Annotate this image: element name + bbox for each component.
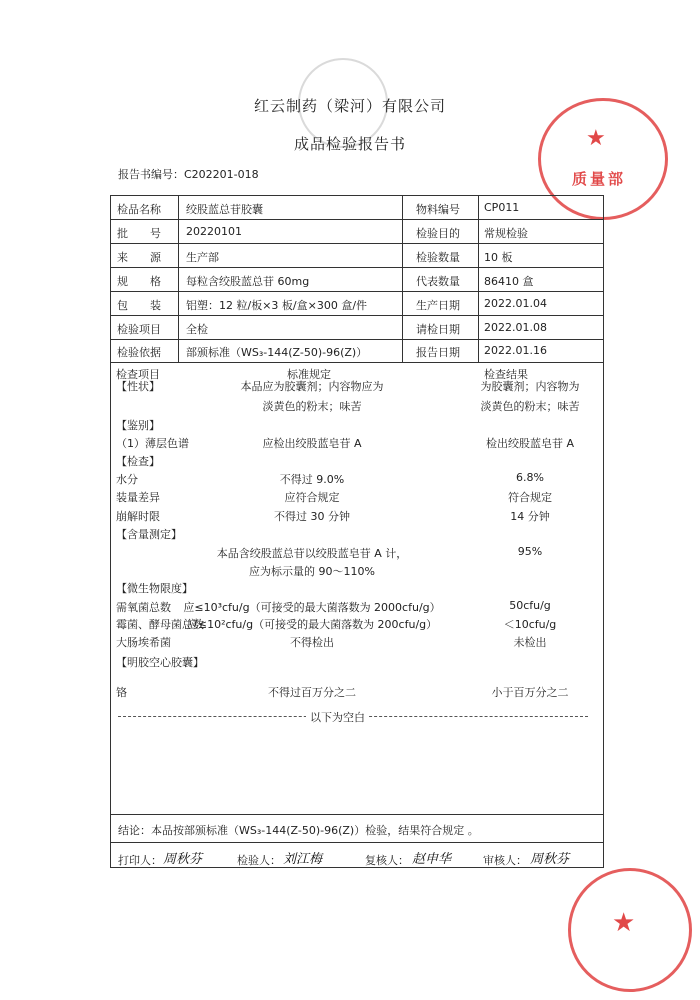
result-standard: 应≤10²cfu/g（可接受的最大菌落数为 200cfu/g） bbox=[186, 618, 438, 631]
result-value: 6.8% bbox=[516, 471, 544, 484]
info-label: 物料编号 bbox=[416, 203, 460, 216]
info-value: 铝塑：12 粒/板×3 板/盒×300 盒/件 bbox=[186, 299, 368, 312]
result-value: 淡黄色的粉末；味苦 bbox=[480, 400, 580, 413]
page-title: 成品检验报告书 bbox=[293, 135, 406, 153]
result-standard: 应检出绞股蓝皂苷 A bbox=[262, 437, 362, 450]
result-item: （1）薄层色谱 bbox=[116, 437, 189, 450]
result-value: 小于百万分之二 bbox=[491, 686, 569, 699]
result-item: 【明胶空心胶囊】 bbox=[116, 656, 204, 669]
quality-dept-stamp: ★ 质量部 bbox=[538, 98, 668, 218]
info-value: 生产部 bbox=[186, 251, 219, 264]
info-label: 生产日期 bbox=[416, 299, 460, 312]
col-header-result: 检查结果 bbox=[484, 368, 528, 381]
conclusion-text: 结论：本品按部颁标准（WS₃-144(Z-50)-96(Z)）检验，结果符合规定 。 bbox=[118, 824, 479, 837]
info-value: 常规检验 bbox=[484, 227, 528, 240]
result-item: 水分 bbox=[116, 473, 138, 486]
result-item: 【性状】 bbox=[116, 380, 160, 393]
result-value: 符合规定 bbox=[508, 491, 552, 504]
printer-label: 打印人： bbox=[118, 854, 162, 867]
info-value: 绞股蓝总苷胶囊 bbox=[186, 203, 263, 216]
inspector-label: 检验人： bbox=[237, 854, 281, 867]
result-value: ＜10cfu/g bbox=[503, 618, 557, 631]
reviewer-label: 复核人： bbox=[365, 854, 409, 867]
info-label: 检验项目 bbox=[117, 323, 161, 336]
info-value: 86410 盒 bbox=[484, 275, 534, 288]
result-standard: 应≤10³cfu/g（可接受的最大菌落数为 2000cfu/g） bbox=[183, 601, 441, 614]
info-value: 2022.01.16 bbox=[484, 344, 547, 357]
result-item: 【鉴别】 bbox=[116, 419, 160, 432]
info-label: 报告日期 bbox=[416, 346, 460, 359]
info-value: CP011 bbox=[484, 201, 520, 214]
info-value: 20220101 bbox=[186, 225, 242, 238]
result-standard: 不得过 9.0% bbox=[279, 473, 345, 486]
result-value: 为胶囊剂；内容物为 bbox=[480, 380, 580, 393]
info-label: 检验依据 bbox=[117, 346, 161, 359]
result-value: 未检出 bbox=[513, 636, 547, 649]
info-value: 2022.01.04 bbox=[484, 297, 547, 310]
result-standard: 本品应为胶囊剂；内容物应为 bbox=[240, 380, 384, 393]
result-item: 需氧菌总数 bbox=[116, 601, 171, 614]
info-label: 检验数量 bbox=[416, 251, 460, 264]
result-item: 崩解时限 bbox=[116, 510, 160, 523]
result-value: 检出绞股蓝皂苷 A bbox=[485, 437, 575, 450]
result-item: 霉菌、酵母菌总数 bbox=[116, 618, 204, 631]
info-label: 包 装 bbox=[117, 299, 161, 312]
approver-signature: 周秋芬 bbox=[530, 852, 570, 867]
info-label: 请检日期 bbox=[416, 323, 460, 336]
info-value: 部颁标准（WS₃-144(Z-50)-96(Z)） bbox=[186, 346, 368, 359]
result-standard: 不得过百万分之二 bbox=[268, 686, 356, 699]
info-label: 检品名称 bbox=[117, 203, 161, 216]
inspector-signature: 刘江梅 bbox=[283, 852, 323, 867]
report-table bbox=[110, 195, 604, 868]
report-number: 报告书编号：C202201-018 bbox=[118, 168, 259, 181]
result-standard: 应符合规定 bbox=[284, 491, 340, 504]
info-label: 来 源 bbox=[117, 251, 161, 264]
qa-dept-stamp: ★ bbox=[568, 868, 692, 992]
info-label: 代表数量 bbox=[416, 275, 460, 288]
result-standard: 本品含绞股蓝总苷以绞股蓝皂苷 A 计， bbox=[216, 547, 408, 560]
col-header-item: 检查项目 bbox=[116, 368, 160, 381]
info-label: 批 号 bbox=[117, 227, 161, 240]
result-item: 装量差异 bbox=[116, 491, 160, 504]
info-value: 10 板 bbox=[484, 251, 513, 264]
result-standard: 淡黄色的粉末；味苦 bbox=[262, 400, 362, 413]
result-value: 50cfu/g bbox=[509, 599, 551, 612]
info-value: 2022.01.08 bbox=[484, 321, 547, 334]
result-item: 大肠埃希菌 bbox=[116, 636, 171, 649]
info-label: 规 格 bbox=[117, 275, 161, 288]
result-standard: 不得过 30 分钟 bbox=[274, 510, 350, 523]
result-item: 铬 bbox=[116, 686, 127, 699]
company-name: 红云制药（梁河）有限公司 bbox=[253, 97, 446, 115]
col-header-standard: 标准规定 bbox=[287, 368, 331, 381]
result-value: 95% bbox=[517, 545, 543, 558]
printer-signature: 周秋芬 bbox=[163, 852, 203, 867]
result-value: 14 分钟 bbox=[510, 510, 550, 523]
info-value: 每粒含绞股蓝总苷 60mg bbox=[186, 275, 310, 288]
result-item: 【微生物限度】 bbox=[116, 582, 193, 595]
reviewer-signature: 赵申华 bbox=[412, 852, 452, 867]
result-standard: 应为标示量的 90～110% bbox=[249, 565, 375, 578]
result-item: 【含量测定】 bbox=[116, 528, 182, 541]
info-value: 全检 bbox=[186, 323, 208, 336]
approver-label: 审核人： bbox=[483, 854, 527, 867]
result-standard: 不得检出 bbox=[290, 636, 334, 649]
blank-note: 以下为空白 bbox=[306, 709, 369, 725]
result-item: 【检查】 bbox=[116, 455, 160, 468]
info-label: 检验目的 bbox=[416, 227, 460, 240]
